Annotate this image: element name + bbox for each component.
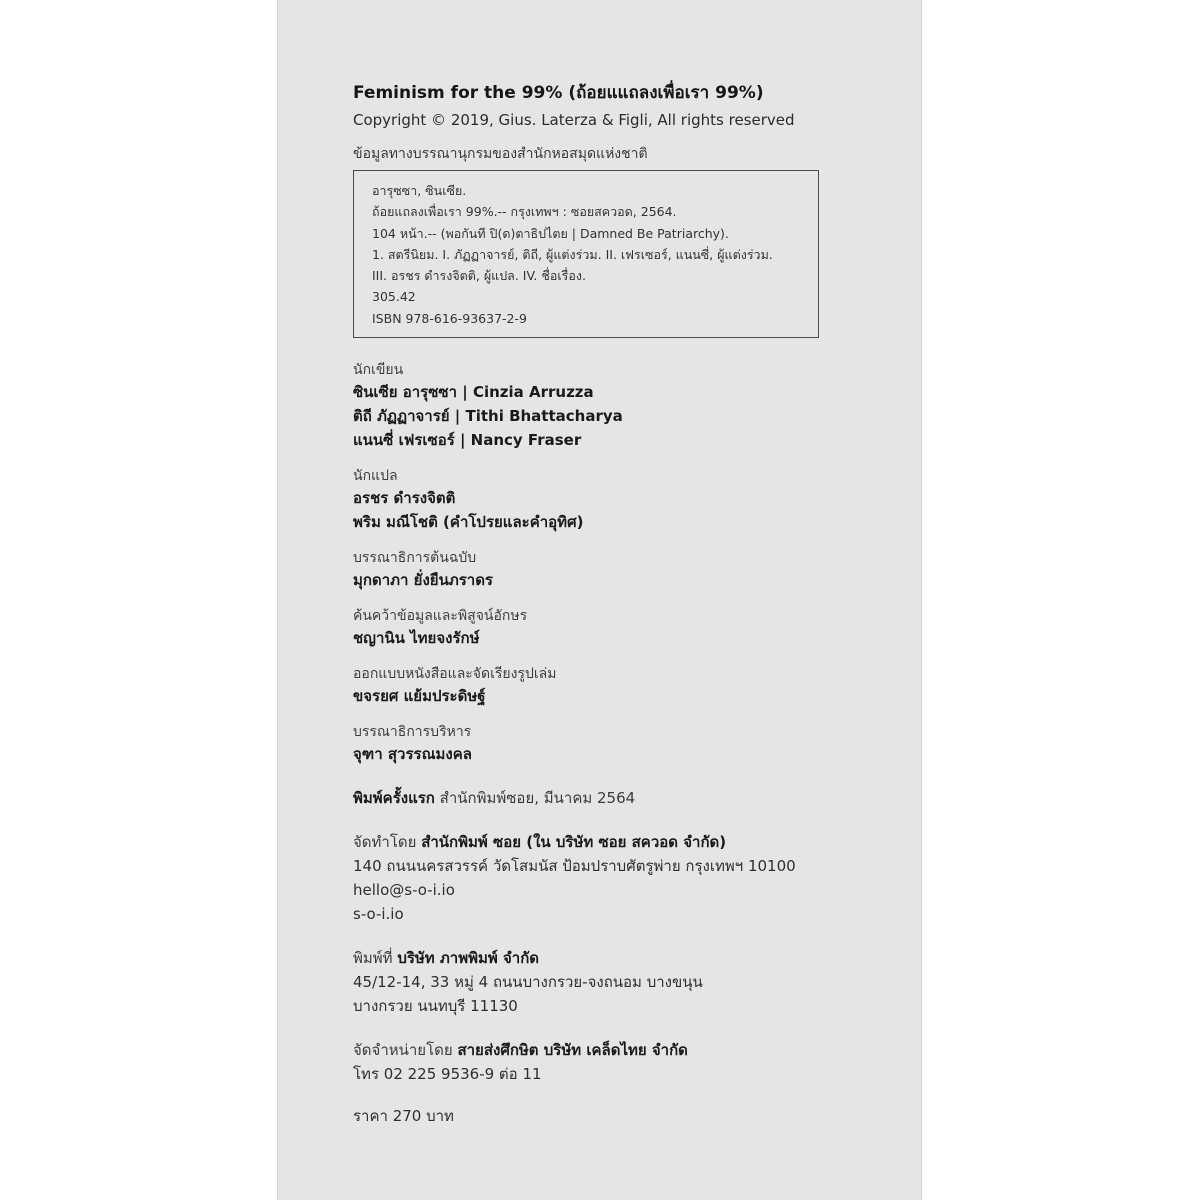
role-managing-editor [353, 722, 893, 766]
book-page [277, 0, 922, 1200]
printer-address-line: บางกรวย นนทบุรี 11130 [353, 997, 518, 1015]
copy-editor-name: มุกดาภา ยั่งยืนภราดร [353, 571, 493, 589]
role-label: ค้นคว้าข้อมูลและพิสูจน์อักษร [353, 608, 528, 624]
translator-name: อรชร ดำรงจิตติ [353, 489, 456, 507]
first-print-label: พิมพ์ครั้งแรก [353, 789, 435, 807]
printer-label: พิมพ์ที่ [353, 949, 393, 967]
role-designer [353, 664, 893, 708]
managing-editor-name: จุฑา สุวรรณมงคล [353, 745, 472, 763]
producer-line [353, 830, 893, 854]
cip-record-box [353, 170, 819, 338]
copyright-notice: Copyright © 2019, Gius. Laterza & Figli, All rights reserved [353, 111, 795, 129]
distributor-block [353, 1038, 893, 1086]
distributor-phone: โทร 02 225 9536-9 ต่อ 11 [353, 1065, 542, 1083]
author-name: ติถี ภัฏฏาจารย์ | Tithi Bhattacharya [353, 407, 623, 425]
producer-block [353, 830, 893, 926]
role-translators [353, 466, 893, 534]
role-label: บรรณาธิการบริหาร [353, 724, 472, 740]
cip-subjects-line: 1. สตรีนิยม. I. ภัฏฏาจารย์, ติถี, ผู้แต่งร่วม. II. เฟรเซอร์, แนนซี่, ผู้แต่งร่วม. [372, 246, 773, 262]
printer-name: บริษัท ภาพพิมพ์ จำกัด [397, 949, 540, 967]
cip-isbn-line: ISBN 978-616-93637-2-9 [372, 310, 527, 326]
translator-name: พริม มณีโชติ (คำโปรยและคำอุทิศ) [353, 513, 584, 531]
distributor-line [353, 1038, 893, 1062]
distributor-label: จัดจำหน่ายโดย [353, 1041, 453, 1059]
producer-website: s-o-i.io [353, 905, 404, 923]
producer-label: จัดทำโดย [353, 833, 417, 851]
first-print-value: สำนักพิมพ์ซอย, มีนาคม 2564 [439, 789, 636, 807]
cip-subjects-line-2: III. อรชร ดำรงจิตติ, ผู้แปล. IV. ชื่อเรื่อง. [372, 268, 586, 284]
distributor-name: สายส่งศึกษิต บริษัท เคล็ดไทย จำกัด [457, 1041, 688, 1059]
printer-address-line: 45/12-14, 33 หมู่ 4 ถนนบางกรวย-จงถนอม บางขนุน [353, 973, 703, 991]
imprint-content [353, 80, 893, 1128]
producer-address: 140 ถนนนครสวรรค์ วัดโสมนัส ป้อมปราบศัตรูพ่าย กรุงเทพฯ 10100 [353, 857, 796, 875]
first-print-line [353, 786, 893, 810]
credits-roles [353, 360, 893, 766]
role-label: นักแปล [353, 468, 398, 484]
printer-block [353, 946, 893, 1018]
price-text: ราคา 270 บาท [353, 1107, 454, 1125]
proofreader-name: ชญานิน ไทยจงรักษ์ [353, 629, 480, 647]
cip-author-line: อารุซซา, ซินเซีย. [372, 183, 467, 198]
producer-email: hello@s-o-i.io [353, 881, 455, 899]
book-title: Feminism for the 99% (ถ้อยแแถลงเพื่อเรา 99%) [353, 83, 764, 103]
role-label: นักเขียน [353, 362, 404, 378]
cip-title-line: ถ้อยแถลงเพื่อเรา 99%.-- กรุงเทพฯ : ซอยสควอด, 2564. [372, 204, 677, 220]
role-label: ออกแบบหนังสือและจัดเรียงรูปเล่ม [353, 666, 557, 682]
author-name: แนนซี่ เฟรเซอร์ | Nancy Fraser [353, 431, 582, 449]
role-label: บรรณาธิการต้นฉบับ [353, 550, 477, 566]
printer-line [353, 946, 893, 970]
role-authors [353, 360, 893, 452]
author-name: ซินเซีย อารุซซา | Cinzia Arruzza [353, 383, 594, 401]
producer-name: สำนักพิมพ์ ซอย (ใน บริษัท ซอย สควอด จำกัด) [421, 833, 727, 851]
role-researcher-proofreader [353, 606, 893, 650]
role-copy-editor [353, 548, 893, 592]
cip-heading: ข้อมูลทางบรรณานุกรมของสำนักหอสมุดแห่งชาติ [353, 146, 648, 162]
cip-classification-line: 305.42 [372, 289, 416, 305]
designer-name: ขจรยศ แย้มประดิษฐ์ [353, 687, 486, 705]
cip-pages-line: 104 หน้า.-- (พอกันที ปิ(ด)ตาธิปไตย | Damned Be Patriarchy). [372, 225, 729, 241]
